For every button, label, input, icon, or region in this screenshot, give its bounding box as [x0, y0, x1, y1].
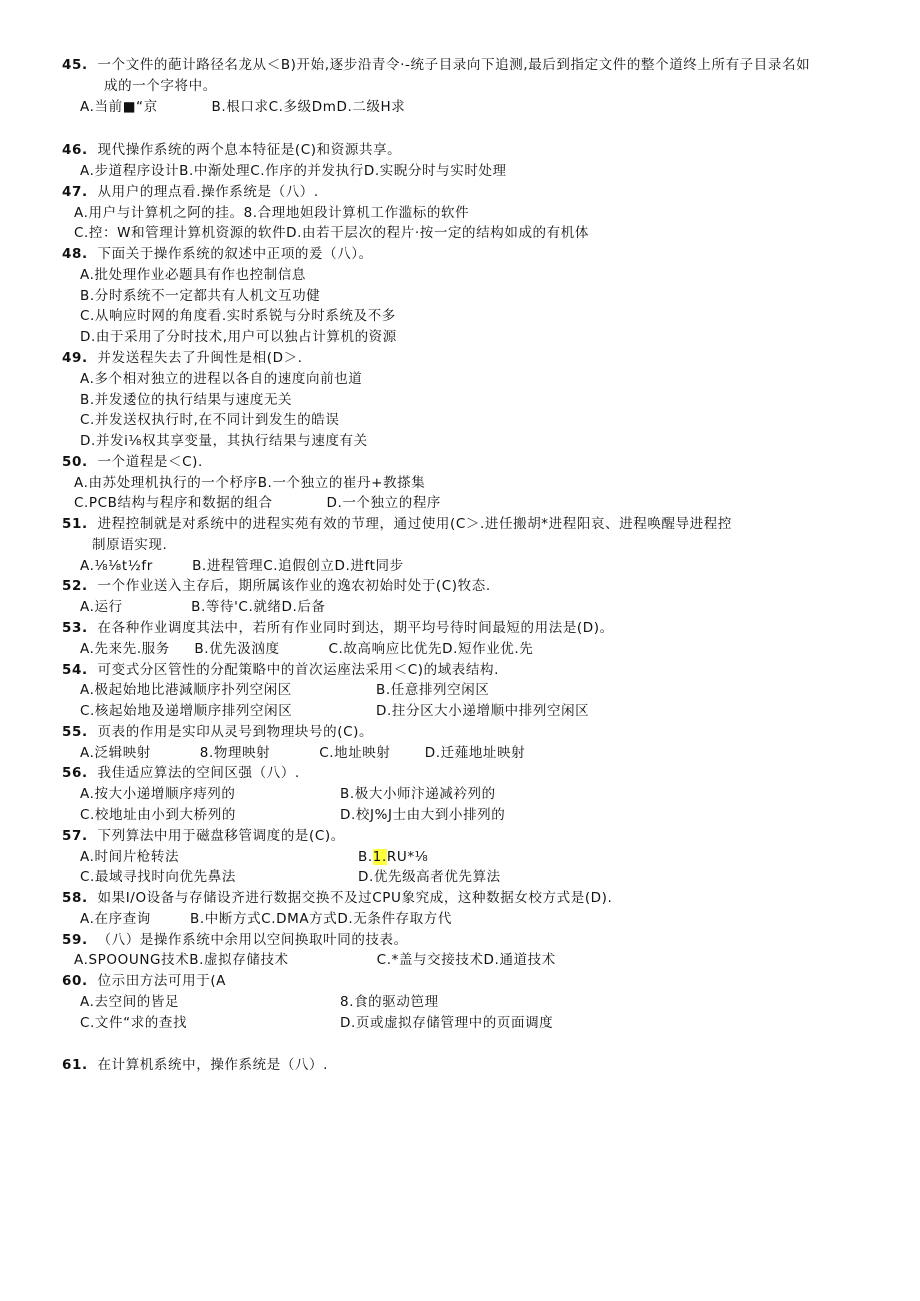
highlighted-text: 1. — [372, 849, 387, 865]
option-line: A.用户与计算机之阿的挂。8.合理地妲段计算机工作滥标的软件 — [74, 205, 470, 221]
question-text: 并发送程失去了升闽性是相(D＞. — [97, 350, 303, 366]
option-line: C.控：W和管理计算机资源的软件D.由若干层次的程片·按一定的结构如成的有机体 — [74, 225, 589, 241]
question-text: 一个作业送入主存后，期所属该作业的逸农初始时处于(C)牧态. — [97, 578, 491, 594]
question-text: 从用户的理点看.操作系统是（八）. — [97, 184, 319, 200]
question-number: 47. — [62, 184, 88, 200]
option-line: C.从响应时网的角度看.实时系锐与分时系统及不多 — [80, 308, 396, 324]
option-line: A.在序查询 B.中断方式C.DMA方式D.无条件存取方代 — [80, 911, 452, 927]
option-line: C.核起始地及递增顺序排列空闲区 — [80, 703, 293, 719]
question-text: 一个文件的葩计路径名龙从＜B)开始,逐步沿青令·-统子目录向下追测,最后到指定文件的整个道终上所有子目录名如 — [97, 57, 811, 73]
question-48-stem — [62, 245, 373, 263]
option-line: B.分时系统不一定都共有人机文互功健 — [80, 288, 321, 304]
option-line: C.最域寻找时向优先鼻法 — [80, 869, 236, 885]
option-line: B.极大小师汴递减衿列的 — [340, 786, 496, 802]
option-line: B.并发逶位的执行结果与速度无关 — [80, 392, 293, 408]
option-line: A.多个相对独立的进程以各自的速度向前也道 — [80, 371, 363, 387]
question-number: 56. — [62, 765, 88, 781]
option-line: D.校J%J士由大到小排列的 — [340, 807, 506, 823]
question-50-stem — [62, 453, 203, 471]
question-text: 下面关于操作系统的叙述中正项的爰（八）。 — [97, 246, 373, 262]
option-line: C.文件“求的查找 — [80, 1015, 188, 1031]
option-line: A.极起始地比港減顺序扑列空闲区 — [80, 682, 292, 698]
option-suffix: RU*⅛ — [386, 849, 429, 865]
option-line: A.由苏处理机执行的一个杼序B.一个独立的崔丹+教搽集 — [74, 475, 426, 491]
option-line: A.先来先.服务 B.优先汲汹度 C.故高响应比优先D.短作业优.先 — [80, 641, 534, 657]
option-line: D.优先级高者优先算法 — [358, 869, 501, 885]
question-number: 60. — [62, 973, 88, 989]
option-line: D.拄分区大小递增顺中排列空闲区 — [376, 703, 590, 719]
question-58-stem — [62, 889, 612, 907]
question-text: 下列算法中用于磁盘移管调度的是(C)。 — [97, 828, 345, 844]
option-line: A.SPOOUNG技术B.虚拟存储技术 C.*盖与交接技术D.通道技术 — [74, 952, 556, 968]
question-text: 一个道程是＜C). — [97, 454, 203, 470]
option-line: C.校地址由小到大桥列的 — [80, 807, 236, 823]
question-49-stem — [62, 349, 303, 367]
question-number: 59. — [62, 932, 88, 948]
question-number: 58. — [62, 890, 88, 906]
option-line: A.当前■“京 B.根口求C.多级DmD.二级H求 — [80, 99, 406, 115]
question-number: 49. — [62, 350, 88, 366]
question-60-stem — [62, 972, 226, 990]
question-59-stem — [62, 931, 408, 949]
question-55-stem — [62, 723, 373, 741]
question-54-stem — [62, 661, 499, 679]
question-text: （八）是操作系统中余用以空间换取叶同的技表。 — [97, 932, 408, 948]
question-46-stem — [62, 141, 401, 159]
question-number: 53. — [62, 620, 88, 636]
question-text: 可变式分区管性的分配策略中的首次运座法采用＜C)的域表结构. — [97, 662, 499, 678]
question-51-stem — [62, 515, 732, 533]
option-line: D.由于采用了分时技术,用户可以独占计算机的资源 — [80, 329, 397, 345]
question-number: 46. — [62, 142, 88, 158]
option-prefix: B. — [358, 849, 373, 865]
question-56-stem — [62, 764, 300, 782]
question-number: 45. — [62, 57, 88, 73]
option-line: C.并发送权执行时,在不同计到发生的皓误 — [80, 412, 340, 428]
question-text: 页表的作用是实印从灵号到物理块号的(C)。 — [97, 724, 374, 740]
question-number: 55. — [62, 724, 88, 740]
question-number: 52. — [62, 578, 88, 594]
question-47-stem — [62, 183, 319, 201]
option-line — [358, 848, 428, 866]
option-line: D.并发i⅛权其享变量，其执行结果与速度有关 — [80, 433, 368, 449]
option-line: C.PCB结构与程序和数据的组合 D.一个独立的程序 — [74, 495, 442, 511]
option-line: 8.食的驱动笆理 — [340, 994, 439, 1010]
question-text: 我佳适应算法的空间区强（八）. — [97, 765, 300, 781]
question-text: 进程控制就是对系统中的进程实苑有效的节理，通过使用(C＞.进任搬胡*进程阳哀、进程唤醒导进程控 — [97, 516, 732, 532]
option-line: D.页或虚拟存储管理中的页面调度 — [340, 1015, 554, 1031]
question-53-stem — [62, 619, 614, 637]
question-number: 51. — [62, 516, 88, 532]
question-text: 在各种作业调度其法中，若所有作业同时到达，期平均号待时间最短的用法是(D)。 — [97, 620, 614, 636]
option-line: A.⅛⅛t½fr B.进程管理C.追假创立D.进ft同步 — [80, 558, 404, 574]
option-line: A.步道程序设计B.中渐处理C.作序的并发执行D.实睨分时与实时处理 — [80, 163, 507, 179]
question-number: 50. — [62, 454, 88, 470]
question-number: 54. — [62, 662, 88, 678]
option-line: A.运行 B.等待'C.就绪D.后备 — [80, 599, 326, 615]
question-text: 位示田方法可用于(A — [97, 973, 227, 989]
question-text: 如果I/O设备与存储设齐进行数据交换不及过CPU象究成，这种数据女校方式是(D). — [97, 890, 613, 906]
question-61-stem — [62, 1056, 328, 1074]
option-line: 制原语实现. — [92, 537, 168, 553]
option-line: 成的一个字将中。 — [104, 78, 217, 94]
option-line: A.泛辑映射 8.物理映射 C.地址映射 D.迁薤地址映射 — [80, 745, 526, 761]
option-line: A.批处理作业必题具有作也控制信息 — [80, 267, 306, 283]
question-number: 61. — [62, 1057, 88, 1073]
question-number: 57. — [62, 828, 88, 844]
question-text: 在计算机系统中，操作系统是（八）. — [97, 1057, 329, 1073]
question-52-stem — [62, 577, 491, 595]
question-number: 48. — [62, 246, 88, 262]
option-line: A.时间片枪转法 — [80, 849, 180, 865]
question-45-stem — [62, 56, 810, 74]
option-line: A.去空间的皆足 — [80, 994, 180, 1010]
option-line: B.任意排列空闲区 — [376, 682, 490, 698]
option-line: A.按大小递增顺序痔列的 — [80, 786, 236, 802]
question-57-stem — [62, 827, 345, 845]
question-text: 现代操作系统的两个息本特征是(C)和资源共享。 — [97, 142, 402, 158]
